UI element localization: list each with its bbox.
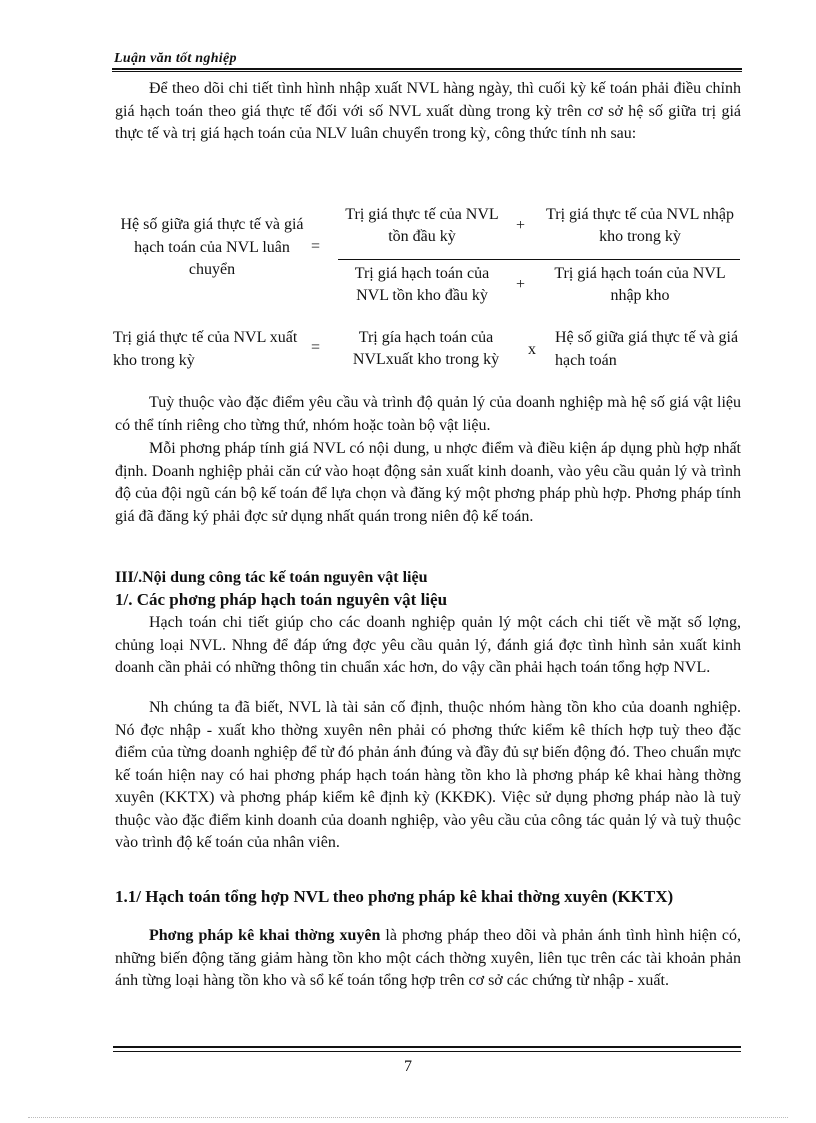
paragraph-1: Tuỳ thuộc vào đặc điểm yêu cầu và trình độ quản lý của doanh nghiệp mà hệ số giá vật liệu có thể tính riêng cho từng thứ, nhóm hoặc toàn bộ vật liệu. [115, 394, 741, 434]
header-rule-thin [112, 71, 742, 72]
paragraph-2: Mỗi phơng pháp tính giá NVL có nội dung, u nhợc điểm và điều kiện áp dụng phù hợp nhất định. Doanh nghiệp phải căn cứ vào hoạt động sản xuất kinh doanh, vào yêu cầu quản lý và trình độ của đội ngũ cán bộ kế toán để lựa chọn và đăng ký một phơng pháp phù hợp. Phơng pháp tính giá đã đăng ký phải đợc sử dụng nhất quán trong niên độ kế toán. [115, 440, 741, 525]
formula2-times: x [528, 341, 536, 358]
page-number: 7 [404, 1058, 412, 1075]
formula1-lhs: Hệ số giữa giá thực tế và giá hạch toán của NVL luân chuyển [120, 216, 304, 278]
section-heading-1: 1/. Các phơng pháp hạch toán nguyên vật liệu [115, 590, 448, 609]
formula1-numerator-a: Trị giá thực tế của NVL tồn đầu kỳ [345, 206, 499, 245]
bottom-dotted-border [28, 1117, 788, 1118]
header-rule-thick [112, 68, 742, 70]
intro-paragraph: Để theo dõi chi tiết tình hình nhập xuất NVL hàng ngày, thì cuối kỳ kế toán phải điều chỉnh giá hạch toán theo giá thực tế đối với số NVL xuất dùng trong kỳ trên cơ sở hệ số giữa trị giá thực tế và trị giá hạch toán của NLV luân chuyển trong kỳ, công thức tính nh sau: [115, 80, 741, 142]
formula1-equals: = [311, 238, 321, 255]
formula2-equals: = [311, 339, 321, 356]
formula1-numerator-b: Trị giá thực tế của NVL nhập kho trong kỳ [546, 206, 734, 245]
formula1-denominator-a: Trị giá hạch toán của NVL tồn kho đầu kỳ [354, 265, 490, 304]
formula2-lhs: Trị giá thực tế của NVL xuất kho trong kỳ [113, 329, 298, 369]
paragraph-4: Nh chúng ta đã biết, NVL là tài sản cố định, thuộc nhóm hàng tồn kho của doanh nghiệp. Nó đợc nhập - xuất kho thờng xuyên nên phải có phơng thức kiểm kê thích hợp tuỳ theo đặc điểm của từng doanh nghiệp để từ đó phản ánh đúng và đầy đủ sự biến động đó. Theo chuẩn mực kế toán hiện nay có hai phơng pháp hạch toán hàng tồn kho là phơng pháp kê khai hàng thờng xuyên (KKTX) và phơng pháp kiểm kê định kỳ (KKĐK). Việc sử dụng phơng pháp nào là tuỳ thuộc vào đặc điểm kinh doanh của doanh nghiệp, vào yêu cầu của công tác quản lý và tuỳ thuộc vào trình độ kế toán của nhân viên. [115, 699, 741, 851]
formula1-denominator-b: Trị giá hạch toán của NVL nhập kho [554, 265, 726, 304]
paragraph-5-term: Phơng pháp kê khai thờng xuyên [149, 927, 381, 944]
formula1-numerator-plus: + [516, 217, 526, 234]
section-heading-iii: III/.Nội dung công tác kế toán nguyên vật liệu [115, 569, 428, 586]
formula2-middle: Trị gía hạch toán của NVLxuất kho trong kỳ [352, 329, 500, 368]
paragraph-3: Hạch toán chi tiết giúp cho các doanh nghiệp quản lý một cách chi tiết về mặt số lợng, chủng loại NVL. Nhng để đáp ứng đợc yêu cầu quản lý, đánh giá đợc tình hình sản xuất kinh doanh cần phải có những thông tin chuẩn xác hơn, do vậy cần phải hạch toán tổng hợp NVL. [115, 614, 741, 676]
formula2-rhs: Hệ số giữa giá thực tế và giá hạch toán [555, 329, 739, 369]
footer-rule-thick [113, 1046, 741, 1048]
paragraph-5-text: là phơng pháp theo dõi và phản ánh tình hình hiện có, những biến động tăng giảm hàng tồn kho một cách thờng xuyên, liên tục trên các tài khoản phản ánh từng loại hàng tồn kho và sổ kế toán tổng hợp trên cơ sở các chứng từ nhập - xuất. [115, 927, 742, 989]
footer-rule-thin [113, 1051, 741, 1052]
header-title: Luận văn tốt nghiệp [114, 51, 237, 66]
formula1-fraction-line [338, 259, 740, 260]
formula1-denominator-plus: + [516, 276, 526, 293]
paragraph-5 [115, 925, 741, 993]
section-heading-1-1: 1.1/ Hạch toán tổng hợp NVL theo phơng pháp kê khai thờng xuyên (KKTX) [115, 887, 674, 906]
